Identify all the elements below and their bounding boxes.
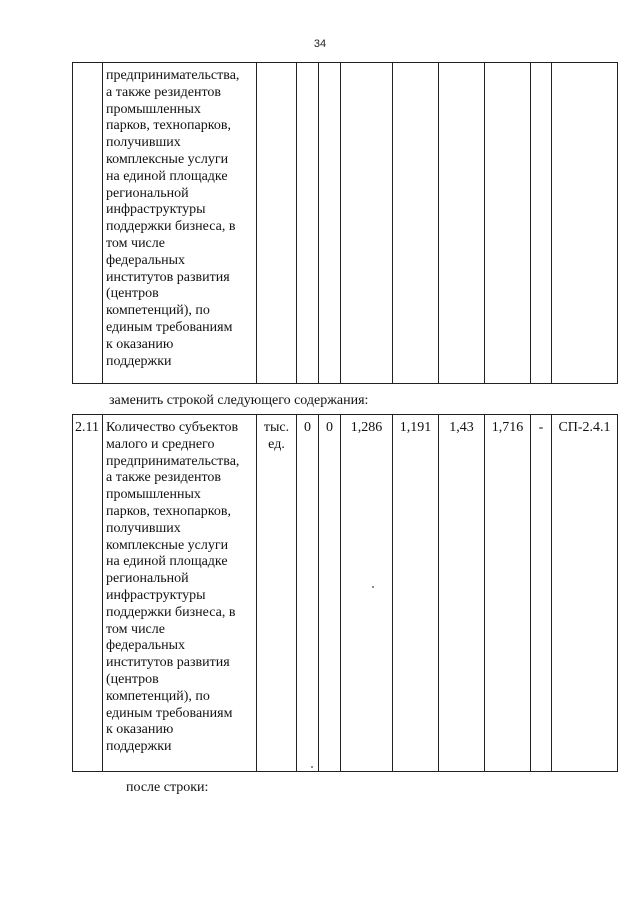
value-cell: 0: [319, 415, 341, 772]
name-line: Количество субъектов: [106, 420, 239, 435]
value-cell: 1,43: [439, 415, 485, 772]
name-line: предпринимательства,: [106, 453, 240, 469]
table-row: [73, 63, 618, 384]
name-line: том числе: [106, 621, 165, 637]
replace-instruction: заменить строкой следующего содержания:: [109, 393, 369, 408]
value-cell: [439, 63, 485, 384]
scan-speck: [311, 766, 313, 768]
name-line: на единой площадке: [106, 554, 228, 570]
page-number: 34: [313, 38, 327, 50]
name-line: получивших: [106, 135, 181, 151]
previous-row-table: [72, 62, 618, 384]
name-line: предпринимательства,: [106, 68, 240, 83]
name-line: получивших: [106, 520, 181, 536]
value-cell: [319, 63, 341, 384]
name-line: институтов развития: [106, 655, 230, 671]
value-cell: [341, 63, 393, 384]
indicator-name: [106, 420, 254, 756]
value-cell: 1,716: [485, 415, 531, 772]
row-number-cell: 2.11: [73, 415, 103, 772]
value-cell: [485, 63, 531, 384]
name-line: парков, технопарков,: [106, 118, 231, 134]
name-line: институтов развития: [106, 269, 230, 285]
name-line: том числе: [106, 235, 165, 251]
value-cell: [297, 63, 319, 384]
unit-label: тыс.: [263, 420, 290, 435]
name-line: (центров: [106, 671, 159, 687]
name-line: поддержки: [106, 353, 172, 369]
name-line: региональной: [106, 185, 189, 201]
name-line: региональной: [106, 571, 189, 587]
name-line: к оказанию: [106, 336, 174, 352]
name-line: комплексные услуги: [106, 537, 229, 553]
name-line: федеральных: [106, 252, 186, 268]
value-cell: 1,286: [341, 415, 393, 772]
unit-label: ед.: [268, 436, 285, 452]
value-cell: 1,191: [393, 415, 439, 772]
name-line: единым требованиям: [106, 705, 233, 721]
name-line: поддержки бизнеса, в: [106, 219, 236, 235]
replacement-row-table: [72, 414, 618, 772]
name-line: компетенций), по: [106, 688, 210, 704]
name-line: комплексные услуги: [106, 151, 229, 167]
name-line: промышленных: [106, 101, 201, 117]
name-line: единым требованиям: [106, 319, 233, 335]
code-cell: [552, 63, 618, 384]
scan-speck: [372, 586, 374, 588]
name-line: на единой площадке: [106, 168, 228, 184]
name-line: (центров: [106, 286, 159, 302]
name-line: инфраструктуры: [106, 587, 206, 603]
unit-cell: [257, 415, 297, 772]
name-line: поддержки бизнеса, в: [106, 604, 236, 620]
name-line: поддержки: [106, 739, 172, 755]
indicator-name-cell: [103, 415, 257, 772]
name-line: парков, технопарков,: [106, 503, 231, 519]
after-instruction: после строки:: [126, 780, 209, 795]
value-cell: [393, 63, 439, 384]
indicator-name: [106, 68, 254, 370]
name-line: промышленных: [106, 487, 201, 503]
dash-cell: -: [531, 415, 552, 772]
table-row: [73, 415, 618, 772]
dash-cell: [531, 63, 552, 384]
row-number-cell: [73, 63, 103, 384]
name-line: инфраструктуры: [106, 202, 206, 218]
name-line: федеральных: [106, 638, 186, 654]
indicator-name-cell: [103, 63, 257, 384]
name-line: к оказанию: [106, 722, 174, 738]
name-line: компетенций), по: [106, 303, 210, 319]
name-line: а также резидентов: [106, 84, 222, 100]
name-line: а также резидентов: [106, 470, 222, 486]
code-cell: СП-2.4.1: [552, 415, 618, 772]
name-line: малого и среднего: [106, 436, 215, 452]
unit-cell: [257, 63, 297, 384]
value-cell: 0: [297, 415, 319, 772]
